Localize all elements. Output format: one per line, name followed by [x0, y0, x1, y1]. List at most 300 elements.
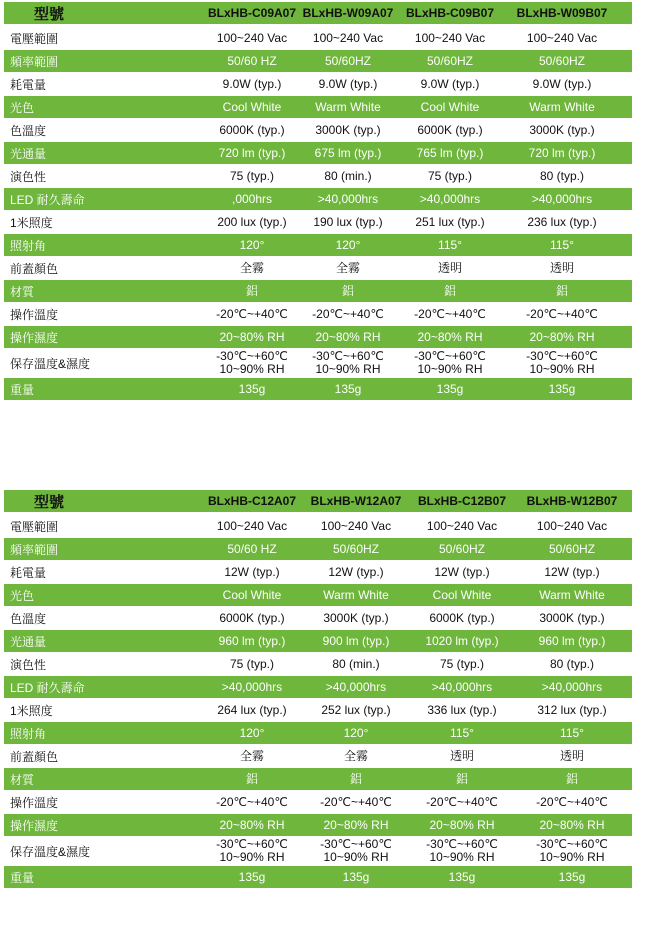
spec-value-text: 190 lux (typ.) — [313, 214, 383, 229]
spec-value — [306, 676, 406, 698]
spec-value — [306, 538, 406, 560]
table-row — [4, 72, 632, 96]
spec-value — [412, 676, 512, 698]
spec-value-text: 50/60 HZ — [227, 53, 277, 68]
spec-value-text: 200 lux (typ.) — [217, 214, 287, 229]
spec-value-text: 鋁 — [443, 283, 456, 298]
spec-value-text: 12W (typ.) — [544, 564, 600, 579]
spec-value — [512, 96, 612, 118]
spec-value — [400, 142, 500, 164]
spec-value — [306, 698, 406, 722]
spec-value — [298, 142, 398, 164]
row-label: LED 耐久壽命 — [10, 192, 85, 207]
spec-value — [202, 814, 302, 836]
spec-value-text: 80 (min.) — [332, 656, 380, 671]
spec-value-text: -20℃~+40℃ — [320, 794, 392, 809]
spec-value-text: -30℃~+60℃ — [414, 349, 486, 363]
spec-value — [512, 326, 612, 348]
table-row — [4, 118, 632, 142]
spec-value — [400, 96, 500, 118]
spec-value — [412, 538, 512, 560]
spec-value — [400, 234, 500, 256]
spec-value-text: 120° — [343, 725, 369, 740]
spec-value — [522, 514, 622, 538]
spec-value — [298, 256, 398, 280]
row-label: 1米照度 — [10, 703, 53, 718]
spec-value-text: 236 lux (typ.) — [527, 214, 597, 229]
spec-value-text: 120° — [335, 237, 361, 252]
spec-value — [400, 188, 500, 210]
spec-value-text: Warm White — [539, 587, 605, 602]
spec-value-text: 960 lm (typ.) — [538, 633, 606, 648]
spec-value-text: 20~80% RH — [219, 817, 285, 832]
spec-value-text: 75 (typ.) — [229, 168, 274, 183]
row-label: 光色 — [10, 100, 35, 115]
spec-value — [306, 514, 406, 538]
spec-value-text-secondary: 10~90% RH — [429, 850, 495, 864]
spec-value-text: -30℃~+60℃ — [426, 837, 498, 851]
spec-value-text: -20℃~+40℃ — [536, 794, 608, 809]
model-name: BLxHB-C09B07 — [405, 5, 495, 20]
spec-value — [298, 326, 398, 348]
spec-value — [202, 560, 302, 584]
spec-value-text: 鋁 — [245, 771, 258, 786]
spec-value-text: 50/60HZ — [324, 53, 372, 68]
model-header-label: 型號 — [34, 5, 65, 23]
spec-value — [412, 560, 512, 584]
spec-value-text: 135g — [334, 381, 362, 396]
spec-value-text: 765 lm (typ.) — [416, 145, 484, 160]
spec-value — [202, 26, 302, 50]
spec-value-text: 115° — [560, 725, 584, 740]
table-row — [4, 538, 632, 560]
spec-value — [400, 280, 500, 302]
model-name: BLxHB-W09B07 — [516, 5, 608, 20]
table-row — [4, 302, 632, 326]
spec-value-text: 100~240 Vac — [216, 518, 288, 533]
spec-value-text: 115° — [438, 237, 462, 252]
spec-value-text: 100~240 Vac — [216, 30, 288, 45]
row-label: 材質 — [10, 772, 35, 787]
spec-value — [512, 164, 612, 188]
spec-value-text: Warm White — [323, 587, 389, 602]
row-label: 操作溫度 — [10, 307, 59, 322]
spec-value — [522, 722, 622, 744]
spec-value — [522, 698, 622, 722]
table-row — [4, 50, 632, 72]
spec-value-text: >40,000hrs — [531, 191, 593, 206]
spec-value — [400, 378, 500, 400]
spec-value-text: 3000K (typ.) — [529, 122, 595, 137]
table-header-row — [4, 490, 632, 512]
spec-value-text: Cool White — [222, 99, 282, 114]
spec-value-text: 135g — [436, 381, 464, 396]
spec-value — [412, 606, 512, 630]
spec-value — [202, 96, 302, 118]
spec-value-text: 50/60HZ — [548, 541, 596, 556]
spec-value — [306, 768, 406, 790]
table-row — [4, 768, 632, 790]
spec-value-text: 全霧 — [343, 748, 368, 763]
spec-value-text: 135g — [238, 869, 266, 884]
spec-value — [202, 50, 302, 72]
table-row — [4, 164, 632, 188]
spec-value-text: 9.0W (typ.) — [532, 76, 592, 91]
model-name: BLxHB-C12B07 — [417, 493, 507, 508]
spec-value-text: 75 (typ.) — [427, 168, 472, 183]
spec-value-text: 100~240 Vac — [426, 518, 498, 533]
spec-value-text: 20~80% RH — [323, 817, 389, 832]
spec-value-text: >40,000hrs — [325, 679, 387, 694]
spec-value-text: 6000K (typ.) — [429, 610, 495, 625]
table-row — [4, 378, 632, 400]
spec-value-text: 鋁 — [341, 283, 354, 298]
spec-value-text: 透明 — [449, 748, 474, 763]
spec-value — [202, 768, 302, 790]
spec-value-text: -30℃~+60℃ — [320, 837, 392, 851]
spec-value-text-secondary: 10~90% RH — [219, 850, 285, 864]
spec-value — [306, 584, 406, 606]
model-name: BLxHB-C09A07 — [207, 5, 297, 20]
spec-value — [202, 280, 302, 302]
spec-value-text: 鋁 — [245, 283, 258, 298]
spec-value-text: 全霧 — [335, 260, 360, 275]
spec-value-text-secondary: 10~90% RH — [315, 362, 381, 376]
spec-value — [202, 676, 302, 698]
spec-value-text: 100~240 Vac — [536, 518, 608, 533]
spec-value-text: 264 lux (typ.) — [217, 702, 287, 717]
spec-value-text: 50/60HZ — [426, 53, 474, 68]
row-label: 前蓋顏色 — [10, 261, 59, 276]
table-row — [4, 866, 632, 888]
spec-value-text: 50/60HZ — [438, 541, 486, 556]
spec-value-text: 80 (typ.) — [549, 656, 594, 671]
spec-value — [202, 234, 302, 256]
spec-value-text: 252 lux (typ.) — [321, 702, 391, 717]
spec-value-text: 12W (typ.) — [328, 564, 384, 579]
spec-value-text: 75 (typ.) — [229, 656, 274, 671]
spec-value — [202, 836, 302, 866]
spec-value — [412, 698, 512, 722]
spec-value — [202, 630, 302, 652]
spec-value — [298, 210, 398, 234]
spec-value-text: 透明 — [549, 260, 574, 275]
spec-value — [298, 188, 398, 210]
spec-value — [202, 538, 302, 560]
spec-value-text: 135g — [238, 381, 266, 396]
row-label: 操作濕度 — [10, 818, 59, 833]
spec-value-text: 12W (typ.) — [224, 564, 280, 579]
spec-value — [512, 210, 612, 234]
spec-value-text: >40,000hrs — [317, 191, 379, 206]
spec-value-text: Cool White — [222, 587, 282, 602]
spec-value-text: ,000hrs — [231, 191, 273, 206]
model-name: BLxHB-C12A07 — [207, 493, 297, 508]
spec-value — [306, 630, 406, 652]
row-label: 保存溫度&濕度 — [10, 356, 91, 371]
row-label: 重量 — [10, 382, 35, 397]
table-row — [4, 188, 632, 210]
spec-value-text: 全霧 — [239, 748, 264, 763]
spec-value — [298, 164, 398, 188]
spec-value — [522, 652, 622, 676]
spec-value — [298, 50, 398, 72]
row-label: 照射角 — [10, 726, 47, 741]
spec-value — [512, 142, 612, 164]
spec-value — [202, 326, 302, 348]
spec-value-text: -20℃~+40℃ — [216, 306, 288, 321]
row-label: 耗電量 — [10, 565, 47, 580]
table-row — [4, 210, 632, 234]
spec-value-text: 透明 — [559, 748, 584, 763]
row-label: 頻率範圍 — [10, 542, 59, 557]
spec-value-text: -20℃~+40℃ — [312, 306, 384, 321]
spec-value — [202, 866, 302, 888]
spec-value — [202, 698, 302, 722]
spec-value-text: 鋁 — [455, 771, 468, 786]
spec-value-text: -20℃~+40℃ — [426, 794, 498, 809]
spec-value — [412, 836, 512, 866]
row-label: 保存溫度&濕度 — [10, 844, 91, 859]
spec-value-text: 80 (min.) — [324, 168, 372, 183]
spec-value — [306, 866, 406, 888]
spec-value-text: 20~80% RH — [219, 329, 285, 344]
spec-value-text: >40,000hrs — [541, 679, 603, 694]
spec-value — [298, 96, 398, 118]
spec-value — [512, 280, 612, 302]
row-label: LED 耐久壽命 — [10, 680, 85, 695]
row-label: 頻率範圍 — [10, 54, 59, 69]
table-row — [4, 630, 632, 652]
spec-value — [202, 118, 302, 142]
spec-value-text: 720 lm (typ.) — [218, 145, 286, 160]
spec-value-text: 960 lm (typ.) — [218, 633, 286, 648]
spec-value-text-secondary: 10~90% RH — [539, 850, 605, 864]
table-row — [4, 584, 632, 606]
spec-value — [202, 210, 302, 234]
spec-value — [400, 50, 500, 72]
table-row — [4, 234, 632, 256]
spec-value — [298, 280, 398, 302]
spec-value-text: >40,000hrs — [221, 679, 283, 694]
row-label: 耗電量 — [10, 77, 47, 92]
row-label: 電壓範圍 — [10, 519, 59, 534]
spec-value-text: 3000K (typ.) — [539, 610, 605, 625]
spec-value — [202, 744, 302, 768]
row-label: 重量 — [10, 870, 35, 885]
table-row — [4, 560, 632, 584]
row-label: 操作溫度 — [10, 795, 59, 810]
spec-value — [298, 26, 398, 50]
spec-value — [202, 72, 302, 96]
spec-value-text: 6000K (typ.) — [219, 610, 285, 625]
spec-value-text-secondary: 10~90% RH — [529, 362, 595, 376]
table-row — [4, 722, 632, 744]
spec-value-text: 鋁 — [565, 771, 578, 786]
spec-value-text: 20~80% RH — [417, 329, 483, 344]
spec-value-text: 312 lux (typ.) — [537, 702, 607, 717]
spec-value — [512, 26, 612, 50]
table-row — [4, 652, 632, 676]
spec-value — [400, 302, 500, 326]
table-row — [4, 698, 632, 722]
spec-value — [522, 630, 622, 652]
row-label: 光通量 — [10, 146, 47, 161]
spec-value-text: 720 lm (typ.) — [528, 145, 596, 160]
spec-value — [512, 118, 612, 142]
model-name: BLxHB-W12A07 — [310, 493, 402, 508]
spec-value — [412, 790, 512, 814]
spec-value-text: -30℃~+60℃ — [526, 349, 598, 363]
spec-value — [412, 744, 512, 768]
spec-value — [202, 302, 302, 326]
spec-value — [298, 302, 398, 326]
spec-value — [412, 584, 512, 606]
spec-value-text: Warm White — [529, 99, 595, 114]
spec-value-text-secondary: 10~90% RH — [219, 362, 285, 376]
spec-value-text: 3000K (typ.) — [323, 610, 389, 625]
spec-value — [522, 606, 622, 630]
spec-value — [412, 514, 512, 538]
spec-value-text: 20~80% RH — [529, 329, 595, 344]
spec-value — [306, 652, 406, 676]
spec-value — [202, 606, 302, 630]
spec-value — [522, 560, 622, 584]
table-row — [4, 676, 632, 698]
spec-value — [298, 348, 398, 378]
spec-value — [202, 256, 302, 280]
spec-value — [400, 118, 500, 142]
spec-value-text: 20~80% RH — [315, 329, 381, 344]
spec-value-text: 全霧 — [239, 260, 264, 275]
row-label: 電壓範圍 — [10, 31, 59, 46]
spec-value-text: -20℃~+40℃ — [414, 306, 486, 321]
spec-value-text: 75 (typ.) — [439, 656, 484, 671]
spec-value-text: 20~80% RH — [539, 817, 605, 832]
spec-value — [306, 790, 406, 814]
spec-value-text: 9.0W (typ.) — [420, 76, 480, 91]
spec-value — [512, 348, 612, 378]
spec-value — [522, 584, 622, 606]
spec-value-text: -30℃~+60℃ — [216, 349, 288, 363]
spec-value — [522, 744, 622, 768]
spec-value-text: 100~240 Vac — [526, 30, 598, 45]
spec-value — [412, 866, 512, 888]
spec-value — [512, 72, 612, 96]
spec-value — [298, 118, 398, 142]
spec-value — [306, 722, 406, 744]
spec-value — [400, 256, 500, 280]
spec-value-text: 透明 — [437, 260, 462, 275]
spec-value-text: 120° — [239, 725, 265, 740]
spec-value — [400, 210, 500, 234]
spec-value-text: 135g — [448, 869, 476, 884]
spec-value — [412, 722, 512, 744]
model-name: BLxHB-W12B07 — [526, 493, 618, 508]
spec-value — [400, 26, 500, 50]
row-label: 光通量 — [10, 634, 47, 649]
table-row — [4, 142, 632, 164]
spec-value — [202, 790, 302, 814]
spec-value-text: 100~240 Vac — [414, 30, 486, 45]
spec-value-text: 336 lux (typ.) — [427, 702, 497, 717]
spec-value-text: 675 lm (typ.) — [314, 145, 382, 160]
row-label: 演色性 — [10, 657, 47, 672]
spec-value — [522, 538, 622, 560]
spec-value — [202, 722, 302, 744]
spec-value-text: 1020 lm (typ.) — [425, 633, 499, 648]
spec-value-text: 50/60HZ — [332, 541, 380, 556]
spec-value-text: 80 (typ.) — [539, 168, 584, 183]
table-row — [4, 96, 632, 118]
spec-value-text: Cool White — [420, 99, 480, 114]
row-label: 操作濕度 — [10, 330, 59, 345]
spec-value — [400, 72, 500, 96]
spec-value — [522, 866, 622, 888]
spec-value — [512, 188, 612, 210]
spec-value-text: 50/60HZ — [538, 53, 586, 68]
row-label: 演色性 — [10, 169, 47, 184]
spec-value-text: 115° — [550, 237, 574, 252]
spec-value — [512, 50, 612, 72]
spec-value-text: 135g — [342, 869, 370, 884]
spec-value — [202, 514, 302, 538]
spec-value-text: -30℃~+60℃ — [216, 837, 288, 851]
spec-value-text: 251 lux (typ.) — [415, 214, 485, 229]
spec-value-text-secondary: 10~90% RH — [417, 362, 483, 376]
spec-value-text: 9.0W (typ.) — [318, 76, 378, 91]
spec-value-text: 135g — [548, 381, 576, 396]
spec-value — [202, 164, 302, 188]
spec-value — [306, 814, 406, 836]
table-row — [4, 836, 632, 866]
table-row — [4, 348, 632, 378]
spec-value — [412, 630, 512, 652]
spec-value-text: 100~240 Vac — [312, 30, 384, 45]
spec-value-text: 9.0W (typ.) — [222, 76, 282, 91]
table-row — [4, 514, 632, 538]
spec-value-text: >40,000hrs — [431, 679, 493, 694]
spec-value — [202, 142, 302, 164]
spec-value-text: 3000K (typ.) — [315, 122, 381, 137]
spec-value — [522, 814, 622, 836]
table-row — [4, 280, 632, 302]
spec-value-text: 100~240 Vac — [320, 518, 392, 533]
row-label: 照射角 — [10, 238, 47, 253]
spec-value — [400, 164, 500, 188]
row-label: 色溫度 — [10, 123, 47, 138]
spec-value-text: -20℃~+40℃ — [216, 794, 288, 809]
model-header-label: 型號 — [34, 493, 65, 511]
spec-value — [202, 378, 302, 400]
spec-value — [202, 584, 302, 606]
spec-value-text-secondary: 10~90% RH — [323, 850, 389, 864]
spec-value — [306, 744, 406, 768]
spec-value-text: -30℃~+60℃ — [312, 349, 384, 363]
spec-value — [512, 256, 612, 280]
spec-value — [202, 652, 302, 676]
spec-value — [412, 814, 512, 836]
model-name: BLxHB-W09A07 — [302, 5, 394, 20]
row-label: 材質 — [10, 284, 35, 299]
spec-value-text: 900 lm (typ.) — [322, 633, 390, 648]
spec-value — [298, 378, 398, 400]
spec-value-text: 135g — [558, 869, 586, 884]
table-row — [4, 790, 632, 814]
spec-value — [522, 768, 622, 790]
spec-value — [512, 234, 612, 256]
spec-value — [306, 836, 406, 866]
